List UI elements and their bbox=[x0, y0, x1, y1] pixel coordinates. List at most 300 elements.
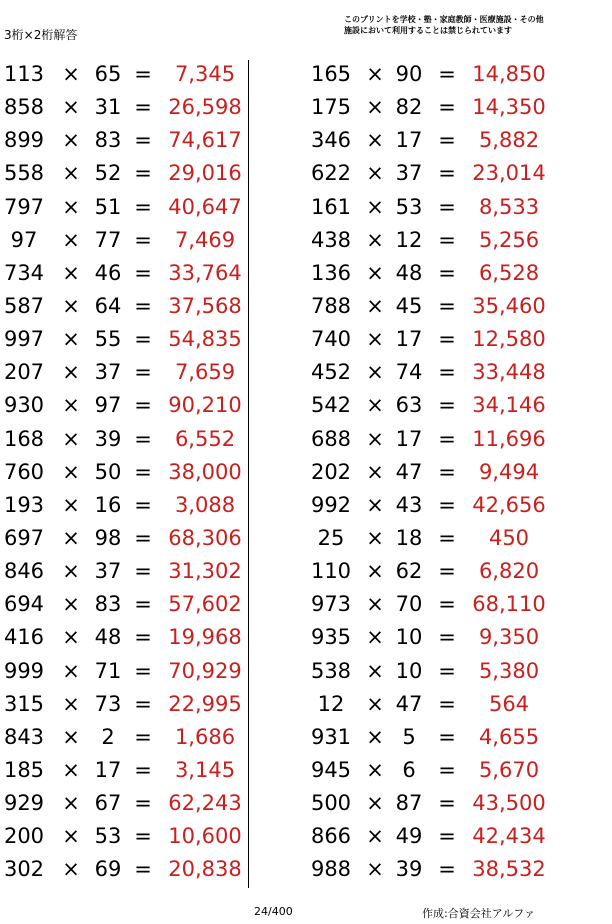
equals-sign: = bbox=[134, 459, 152, 484]
answer: 29,016 bbox=[168, 161, 242, 186]
multiplier: 17 bbox=[395, 426, 423, 451]
times-sign: × bbox=[366, 327, 384, 352]
multiplicand: 25 bbox=[317, 525, 345, 550]
times-sign: × bbox=[366, 293, 384, 318]
problem-row bbox=[0, 157, 250, 190]
multiplicand: 438 bbox=[310, 227, 352, 252]
multiplier: 5 bbox=[402, 724, 416, 749]
multiplicand: 202 bbox=[310, 459, 352, 484]
answer: 6,552 bbox=[174, 426, 236, 451]
answer: 35,460 bbox=[472, 293, 546, 318]
column-divider bbox=[248, 60, 249, 888]
multiplier: 73 bbox=[94, 691, 122, 716]
multiplicand: 843 bbox=[3, 724, 45, 749]
answer: 9,350 bbox=[478, 625, 540, 650]
equals-sign: = bbox=[134, 791, 152, 816]
usage-notice-line-2: 施設において利用することは禁じられています bbox=[344, 26, 512, 35]
problem-row bbox=[300, 787, 612, 820]
answer: 6,528 bbox=[478, 260, 540, 285]
multiplicand: 538 bbox=[310, 658, 352, 683]
problem-row bbox=[0, 555, 250, 588]
answer: 37,568 bbox=[168, 293, 242, 318]
problem-column-right bbox=[300, 58, 612, 887]
multiplicand: 740 bbox=[310, 327, 352, 352]
answer: 1,686 bbox=[174, 724, 236, 749]
times-sign: × bbox=[366, 227, 384, 252]
times-sign: × bbox=[62, 857, 80, 882]
answer: 5,256 bbox=[478, 227, 540, 252]
times-sign: × bbox=[366, 194, 384, 219]
equals-sign: = bbox=[134, 62, 152, 86]
problem-row bbox=[0, 655, 250, 688]
problem-row bbox=[0, 621, 250, 654]
times-sign: × bbox=[62, 260, 80, 285]
times-sign: × bbox=[62, 525, 80, 550]
multiplicand: 161 bbox=[310, 194, 352, 219]
multiplier: 31 bbox=[94, 95, 122, 120]
multiplicand: 760 bbox=[3, 459, 45, 484]
problem-row bbox=[300, 721, 612, 754]
answer: 7,345 bbox=[174, 62, 236, 86]
problem-row bbox=[300, 754, 612, 787]
multiplicand: 165 bbox=[310, 62, 352, 86]
multiplier: 37 bbox=[395, 161, 423, 186]
equals-sign: = bbox=[438, 559, 456, 584]
multiplier: 10 bbox=[395, 658, 423, 683]
equals-sign: = bbox=[438, 492, 456, 517]
answer: 33,764 bbox=[168, 260, 242, 285]
problem-row bbox=[0, 721, 250, 754]
answer: 4,655 bbox=[478, 724, 540, 749]
multiplier: 39 bbox=[94, 426, 122, 451]
multiplier: 97 bbox=[94, 393, 122, 418]
problem-row bbox=[300, 356, 612, 389]
times-sign: × bbox=[366, 525, 384, 550]
multiplicand: 788 bbox=[310, 293, 352, 318]
times-sign: × bbox=[62, 592, 80, 617]
problem-row bbox=[0, 588, 250, 621]
multiplicand: 12 bbox=[317, 691, 345, 716]
problem-row bbox=[300, 124, 612, 157]
times-sign: × bbox=[366, 360, 384, 385]
multiplicand: 945 bbox=[310, 757, 352, 782]
answer: 11,696 bbox=[472, 426, 546, 451]
answer: 14,350 bbox=[472, 95, 546, 120]
answer: 5,882 bbox=[478, 128, 540, 153]
times-sign: × bbox=[62, 227, 80, 252]
multiplicand: 136 bbox=[310, 260, 352, 285]
multiplicand: 997 bbox=[3, 327, 45, 352]
times-sign: × bbox=[62, 161, 80, 186]
equals-sign: = bbox=[438, 293, 456, 318]
multiplicand: 97 bbox=[10, 227, 38, 252]
problem-row bbox=[300, 224, 612, 257]
equals-sign: = bbox=[134, 128, 152, 153]
equals-sign: = bbox=[438, 525, 456, 550]
multiplicand: 973 bbox=[310, 592, 352, 617]
problem-row bbox=[300, 191, 612, 224]
problem-row bbox=[0, 124, 250, 157]
equals-sign: = bbox=[134, 691, 152, 716]
usage-notice-line-1: このプリントを学校・塾・家庭教師・医療施設・その他 bbox=[344, 15, 544, 24]
multiplicand: 846 bbox=[3, 559, 45, 584]
multiplier: 47 bbox=[395, 691, 423, 716]
answer: 8,533 bbox=[478, 194, 540, 219]
times-sign: × bbox=[62, 95, 80, 120]
answer: 9,494 bbox=[478, 459, 540, 484]
multiplier: 39 bbox=[395, 857, 423, 882]
multiplier: 10 bbox=[395, 625, 423, 650]
answer: 38,000 bbox=[168, 459, 242, 484]
multiplier: 37 bbox=[94, 360, 122, 385]
equals-sign: = bbox=[438, 393, 456, 418]
times-sign: × bbox=[366, 260, 384, 285]
problem-row bbox=[300, 489, 612, 522]
multiplier: 51 bbox=[94, 194, 122, 219]
multiplicand: 542 bbox=[310, 393, 352, 418]
answer: 5,670 bbox=[478, 757, 540, 782]
problem-row bbox=[0, 191, 250, 224]
equals-sign: = bbox=[438, 459, 456, 484]
problem-row bbox=[0, 423, 250, 456]
equals-sign: = bbox=[134, 360, 152, 385]
times-sign: × bbox=[62, 194, 80, 219]
answer: 7,659 bbox=[174, 360, 236, 385]
problem-row bbox=[300, 853, 612, 886]
multiplicand: 734 bbox=[3, 260, 45, 285]
multiplier: 77 bbox=[94, 227, 122, 252]
problem-row bbox=[300, 257, 612, 290]
multiplicand: 929 bbox=[3, 791, 45, 816]
multiplier: 17 bbox=[395, 327, 423, 352]
problem-row bbox=[300, 91, 612, 124]
times-sign: × bbox=[366, 426, 384, 451]
equals-sign: = bbox=[438, 327, 456, 352]
multiplier: 53 bbox=[94, 824, 122, 849]
multiplier: 50 bbox=[94, 459, 122, 484]
problem-row bbox=[300, 58, 612, 91]
equals-sign: = bbox=[134, 293, 152, 318]
problem-row bbox=[0, 389, 250, 422]
answer: 19,968 bbox=[168, 625, 242, 650]
multiplicand: 988 bbox=[310, 857, 352, 882]
problem-row bbox=[0, 787, 250, 820]
multiplicand: 558 bbox=[3, 161, 45, 186]
multiplicand: 992 bbox=[310, 492, 352, 517]
answer: 14,850 bbox=[472, 62, 546, 86]
multiplier: 45 bbox=[395, 293, 423, 318]
answer: 43,500 bbox=[472, 791, 546, 816]
problem-row bbox=[300, 588, 612, 621]
multiplier: 83 bbox=[94, 128, 122, 153]
multiplicand: 858 bbox=[3, 95, 45, 120]
answer: 38,532 bbox=[472, 857, 546, 882]
equals-sign: = bbox=[438, 857, 456, 882]
equals-sign: = bbox=[438, 128, 456, 153]
equals-sign: = bbox=[438, 194, 456, 219]
equals-sign: = bbox=[134, 492, 152, 517]
multiplier: 18 bbox=[395, 525, 423, 550]
multiplier: 46 bbox=[94, 260, 122, 285]
answer: 62,243 bbox=[168, 791, 242, 816]
multiplier: 71 bbox=[94, 658, 122, 683]
answer: 31,302 bbox=[168, 559, 242, 584]
problem-row bbox=[300, 290, 612, 323]
usage-notice bbox=[344, 14, 584, 36]
multiplicand: 697 bbox=[3, 525, 45, 550]
problem-column-left bbox=[0, 58, 250, 887]
problem-row bbox=[300, 820, 612, 853]
answer: 6,820 bbox=[478, 559, 540, 584]
multiplier: 12 bbox=[395, 227, 423, 252]
problem-row bbox=[0, 58, 250, 91]
answer: 7,469 bbox=[174, 227, 236, 252]
multiplier: 87 bbox=[395, 791, 423, 816]
multiplier: 83 bbox=[94, 592, 122, 617]
equals-sign: = bbox=[134, 194, 152, 219]
answer: 34,146 bbox=[472, 393, 546, 418]
times-sign: × bbox=[62, 492, 80, 517]
multiplier: 98 bbox=[94, 525, 122, 550]
multiplier: 2 bbox=[101, 724, 115, 749]
times-sign: × bbox=[366, 625, 384, 650]
multiplier: 65 bbox=[94, 62, 122, 86]
multiplicand: 175 bbox=[310, 95, 352, 120]
multiplier: 55 bbox=[94, 327, 122, 352]
problem-row bbox=[0, 323, 250, 356]
answer: 68,306 bbox=[168, 525, 242, 550]
times-sign: × bbox=[62, 128, 80, 153]
times-sign: × bbox=[366, 393, 384, 418]
problem-row bbox=[300, 522, 612, 555]
equals-sign: = bbox=[438, 625, 456, 650]
equals-sign: = bbox=[438, 724, 456, 749]
times-sign: × bbox=[62, 559, 80, 584]
times-sign: × bbox=[366, 724, 384, 749]
answer: 564 bbox=[488, 691, 530, 716]
times-sign: × bbox=[366, 592, 384, 617]
multiplier: 67 bbox=[94, 791, 122, 816]
answer: 3,088 bbox=[174, 492, 236, 517]
multiplicand: 185 bbox=[3, 757, 45, 782]
times-sign: × bbox=[62, 293, 80, 318]
multiplier: 17 bbox=[395, 128, 423, 153]
answer: 33,448 bbox=[472, 360, 546, 385]
multiplicand: 935 bbox=[310, 625, 352, 650]
multiplicand: 797 bbox=[3, 194, 45, 219]
problem-row bbox=[0, 754, 250, 787]
problem-row bbox=[300, 555, 612, 588]
worksheet-title: 3桁×2桁解答 bbox=[4, 28, 78, 42]
times-sign: × bbox=[62, 658, 80, 683]
times-sign: × bbox=[366, 161, 384, 186]
equals-sign: = bbox=[134, 260, 152, 285]
times-sign: × bbox=[62, 724, 80, 749]
answer: 90,210 bbox=[168, 393, 242, 418]
problem-row bbox=[300, 621, 612, 654]
problem-row bbox=[300, 389, 612, 422]
multiplier: 69 bbox=[94, 857, 122, 882]
multiplicand: 930 bbox=[3, 393, 45, 418]
equals-sign: = bbox=[438, 757, 456, 782]
multiplier: 82 bbox=[395, 95, 423, 120]
answer: 42,656 bbox=[472, 492, 546, 517]
problem-row bbox=[0, 489, 250, 522]
equals-sign: = bbox=[438, 161, 456, 186]
multiplicand: 200 bbox=[3, 824, 45, 849]
problem-row bbox=[0, 688, 250, 721]
answer: 70,929 bbox=[168, 658, 242, 683]
answer: 3,145 bbox=[174, 757, 236, 782]
problem-row bbox=[0, 257, 250, 290]
equals-sign: = bbox=[438, 62, 456, 86]
times-sign: × bbox=[62, 327, 80, 352]
multiplicand: 622 bbox=[310, 161, 352, 186]
multiplicand: 688 bbox=[310, 426, 352, 451]
page-number: 24/400 bbox=[254, 905, 293, 918]
times-sign: × bbox=[62, 791, 80, 816]
answer: 57,602 bbox=[168, 592, 242, 617]
times-sign: × bbox=[366, 128, 384, 153]
times-sign: × bbox=[62, 426, 80, 451]
equals-sign: = bbox=[134, 95, 152, 120]
times-sign: × bbox=[62, 625, 80, 650]
equals-sign: = bbox=[134, 724, 152, 749]
equals-sign: = bbox=[134, 227, 152, 252]
equals-sign: = bbox=[438, 227, 456, 252]
times-sign: × bbox=[62, 393, 80, 418]
multiplicand: 899 bbox=[3, 128, 45, 153]
problem-row bbox=[0, 456, 250, 489]
problem-row bbox=[300, 323, 612, 356]
multiplier: 70 bbox=[395, 592, 423, 617]
multiplier: 48 bbox=[94, 625, 122, 650]
multiplier: 37 bbox=[94, 559, 122, 584]
equals-sign: = bbox=[134, 625, 152, 650]
equals-sign: = bbox=[134, 592, 152, 617]
equals-sign: = bbox=[134, 426, 152, 451]
multiplier: 62 bbox=[395, 559, 423, 584]
multiplicand: 694 bbox=[3, 592, 45, 617]
times-sign: × bbox=[366, 691, 384, 716]
times-sign: × bbox=[366, 95, 384, 120]
author-credit: 作成:合資会社アルファ bbox=[422, 907, 536, 920]
answer: 68,110 bbox=[472, 592, 546, 617]
multiplicand: 999 bbox=[3, 658, 45, 683]
multiplier: 48 bbox=[395, 260, 423, 285]
equals-sign: = bbox=[438, 658, 456, 683]
times-sign: × bbox=[366, 492, 384, 517]
times-sign: × bbox=[366, 62, 384, 86]
answer: 12,580 bbox=[472, 327, 546, 352]
multiplicand: 452 bbox=[310, 360, 352, 385]
multiplier: 52 bbox=[94, 161, 122, 186]
problem-row bbox=[0, 522, 250, 555]
problem-row bbox=[300, 423, 612, 456]
equals-sign: = bbox=[438, 360, 456, 385]
problem-row bbox=[300, 456, 612, 489]
multiplicand: 168 bbox=[3, 426, 45, 451]
times-sign: × bbox=[366, 757, 384, 782]
multiplier: 49 bbox=[395, 824, 423, 849]
times-sign: × bbox=[62, 824, 80, 849]
problem-row bbox=[0, 356, 250, 389]
equals-sign: = bbox=[134, 658, 152, 683]
times-sign: × bbox=[62, 360, 80, 385]
problem-row bbox=[0, 820, 250, 853]
problem-row bbox=[0, 853, 250, 886]
times-sign: × bbox=[366, 824, 384, 849]
answer: 26,598 bbox=[168, 95, 242, 120]
multiplier: 64 bbox=[94, 293, 122, 318]
multiplicand: 866 bbox=[310, 824, 352, 849]
multiplicand: 113 bbox=[3, 62, 45, 86]
equals-sign: = bbox=[134, 525, 152, 550]
multiplicand: 587 bbox=[3, 293, 45, 318]
answer: 450 bbox=[488, 525, 530, 550]
answer: 23,014 bbox=[472, 161, 546, 186]
problem-row bbox=[0, 224, 250, 257]
times-sign: × bbox=[366, 559, 384, 584]
multiplicand: 931 bbox=[310, 724, 352, 749]
answer: 54,835 bbox=[168, 327, 242, 352]
equals-sign: = bbox=[134, 161, 152, 186]
problem-row bbox=[300, 688, 612, 721]
times-sign: × bbox=[62, 62, 80, 86]
answer: 74,617 bbox=[168, 128, 242, 153]
multiplier: 17 bbox=[94, 757, 122, 782]
times-sign: × bbox=[366, 791, 384, 816]
answer: 42,434 bbox=[472, 824, 546, 849]
multiplicand: 302 bbox=[3, 857, 45, 882]
problem-row bbox=[300, 655, 612, 688]
multiplier: 6 bbox=[402, 757, 416, 782]
answer: 20,838 bbox=[168, 857, 242, 882]
equals-sign: = bbox=[438, 791, 456, 816]
multiplier: 90 bbox=[395, 62, 423, 86]
equals-sign: = bbox=[438, 95, 456, 120]
multiplier: 16 bbox=[94, 492, 122, 517]
multiplicand: 315 bbox=[3, 691, 45, 716]
times-sign: × bbox=[62, 691, 80, 716]
multiplier: 74 bbox=[395, 360, 423, 385]
equals-sign: = bbox=[134, 327, 152, 352]
equals-sign: = bbox=[438, 824, 456, 849]
equals-sign: = bbox=[134, 393, 152, 418]
equals-sign: = bbox=[134, 559, 152, 584]
equals-sign: = bbox=[134, 857, 152, 882]
answer: 10,600 bbox=[168, 824, 242, 849]
multiplier: 63 bbox=[395, 393, 423, 418]
multiplier: 43 bbox=[395, 492, 423, 517]
multiplier: 47 bbox=[395, 459, 423, 484]
multiplicand: 346 bbox=[310, 128, 352, 153]
times-sign: × bbox=[366, 459, 384, 484]
equals-sign: = bbox=[438, 691, 456, 716]
multiplier: 53 bbox=[395, 194, 423, 219]
times-sign: × bbox=[366, 857, 384, 882]
equals-sign: = bbox=[134, 824, 152, 849]
answer: 22,995 bbox=[168, 691, 242, 716]
answer: 5,380 bbox=[478, 658, 540, 683]
problem-row bbox=[0, 91, 250, 124]
equals-sign: = bbox=[438, 426, 456, 451]
times-sign: × bbox=[62, 757, 80, 782]
multiplicand: 416 bbox=[3, 625, 45, 650]
multiplicand: 207 bbox=[3, 360, 45, 385]
equals-sign: = bbox=[438, 592, 456, 617]
answer: 40,647 bbox=[168, 194, 242, 219]
